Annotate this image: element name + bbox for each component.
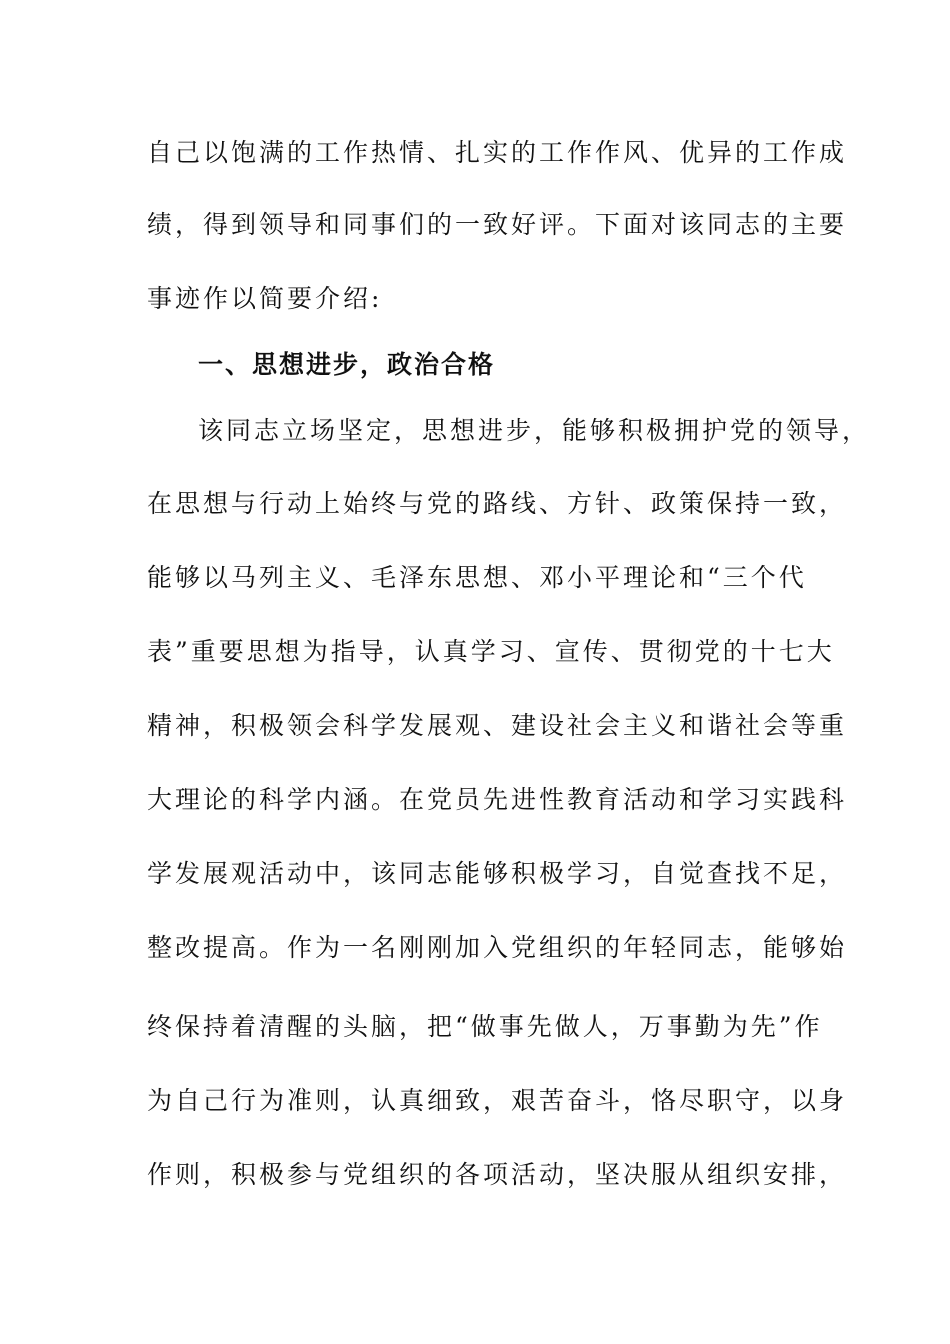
body-text-line: 整改提高。作为一名刚刚加入党组织的年轻同志，能够始 bbox=[147, 933, 848, 962]
body-text-line: 在思想与行动上始终与党的路线、方针、政策保持一致， bbox=[147, 489, 848, 518]
body-text-line: 绩，得到领导和同事们的一致好评。下面对该同志的主要 bbox=[147, 210, 848, 239]
body-text-line: 表”重要思想为指导，认真学习、宣传、贯彻党的十七大 bbox=[147, 637, 835, 666]
body-text-line: 学发展观活动中，该同志能够积极学习，自觉查找不足， bbox=[147, 859, 848, 888]
body-text-line: 能够以马列主义、毛泽东思想、邓小平理论和“三个代 bbox=[147, 563, 807, 592]
paragraph-first-line: 该同志立场坚定，思想进步，能够积极拥护党的领导， bbox=[198, 416, 871, 445]
body-text-line: 大理论的科学内涵。在党员先进性教育活动和学习实践科 bbox=[147, 785, 848, 814]
body-text-line: 作则，积极参与党组织的各项活动，坚决服从组织安排， bbox=[147, 1160, 848, 1189]
section-heading: 一、思想进步，政治合格 bbox=[198, 350, 496, 379]
body-text-line: 事迹作以简要介绍: bbox=[147, 284, 383, 313]
body-text-line: 终保持着清醒的头脑，把“做事先做人，万事勤为先”作 bbox=[147, 1012, 823, 1041]
body-text-line: 自己以饱满的工作热情、扎实的工作作风、优异的工作成 bbox=[147, 138, 848, 167]
body-text-line: 精神，积极领会科学发展观、建设社会主义和谐社会等重 bbox=[147, 711, 848, 740]
body-text-line: 为自己行为准则，认真细致，艰苦奋斗，恪尽职守，以身 bbox=[147, 1086, 848, 1115]
